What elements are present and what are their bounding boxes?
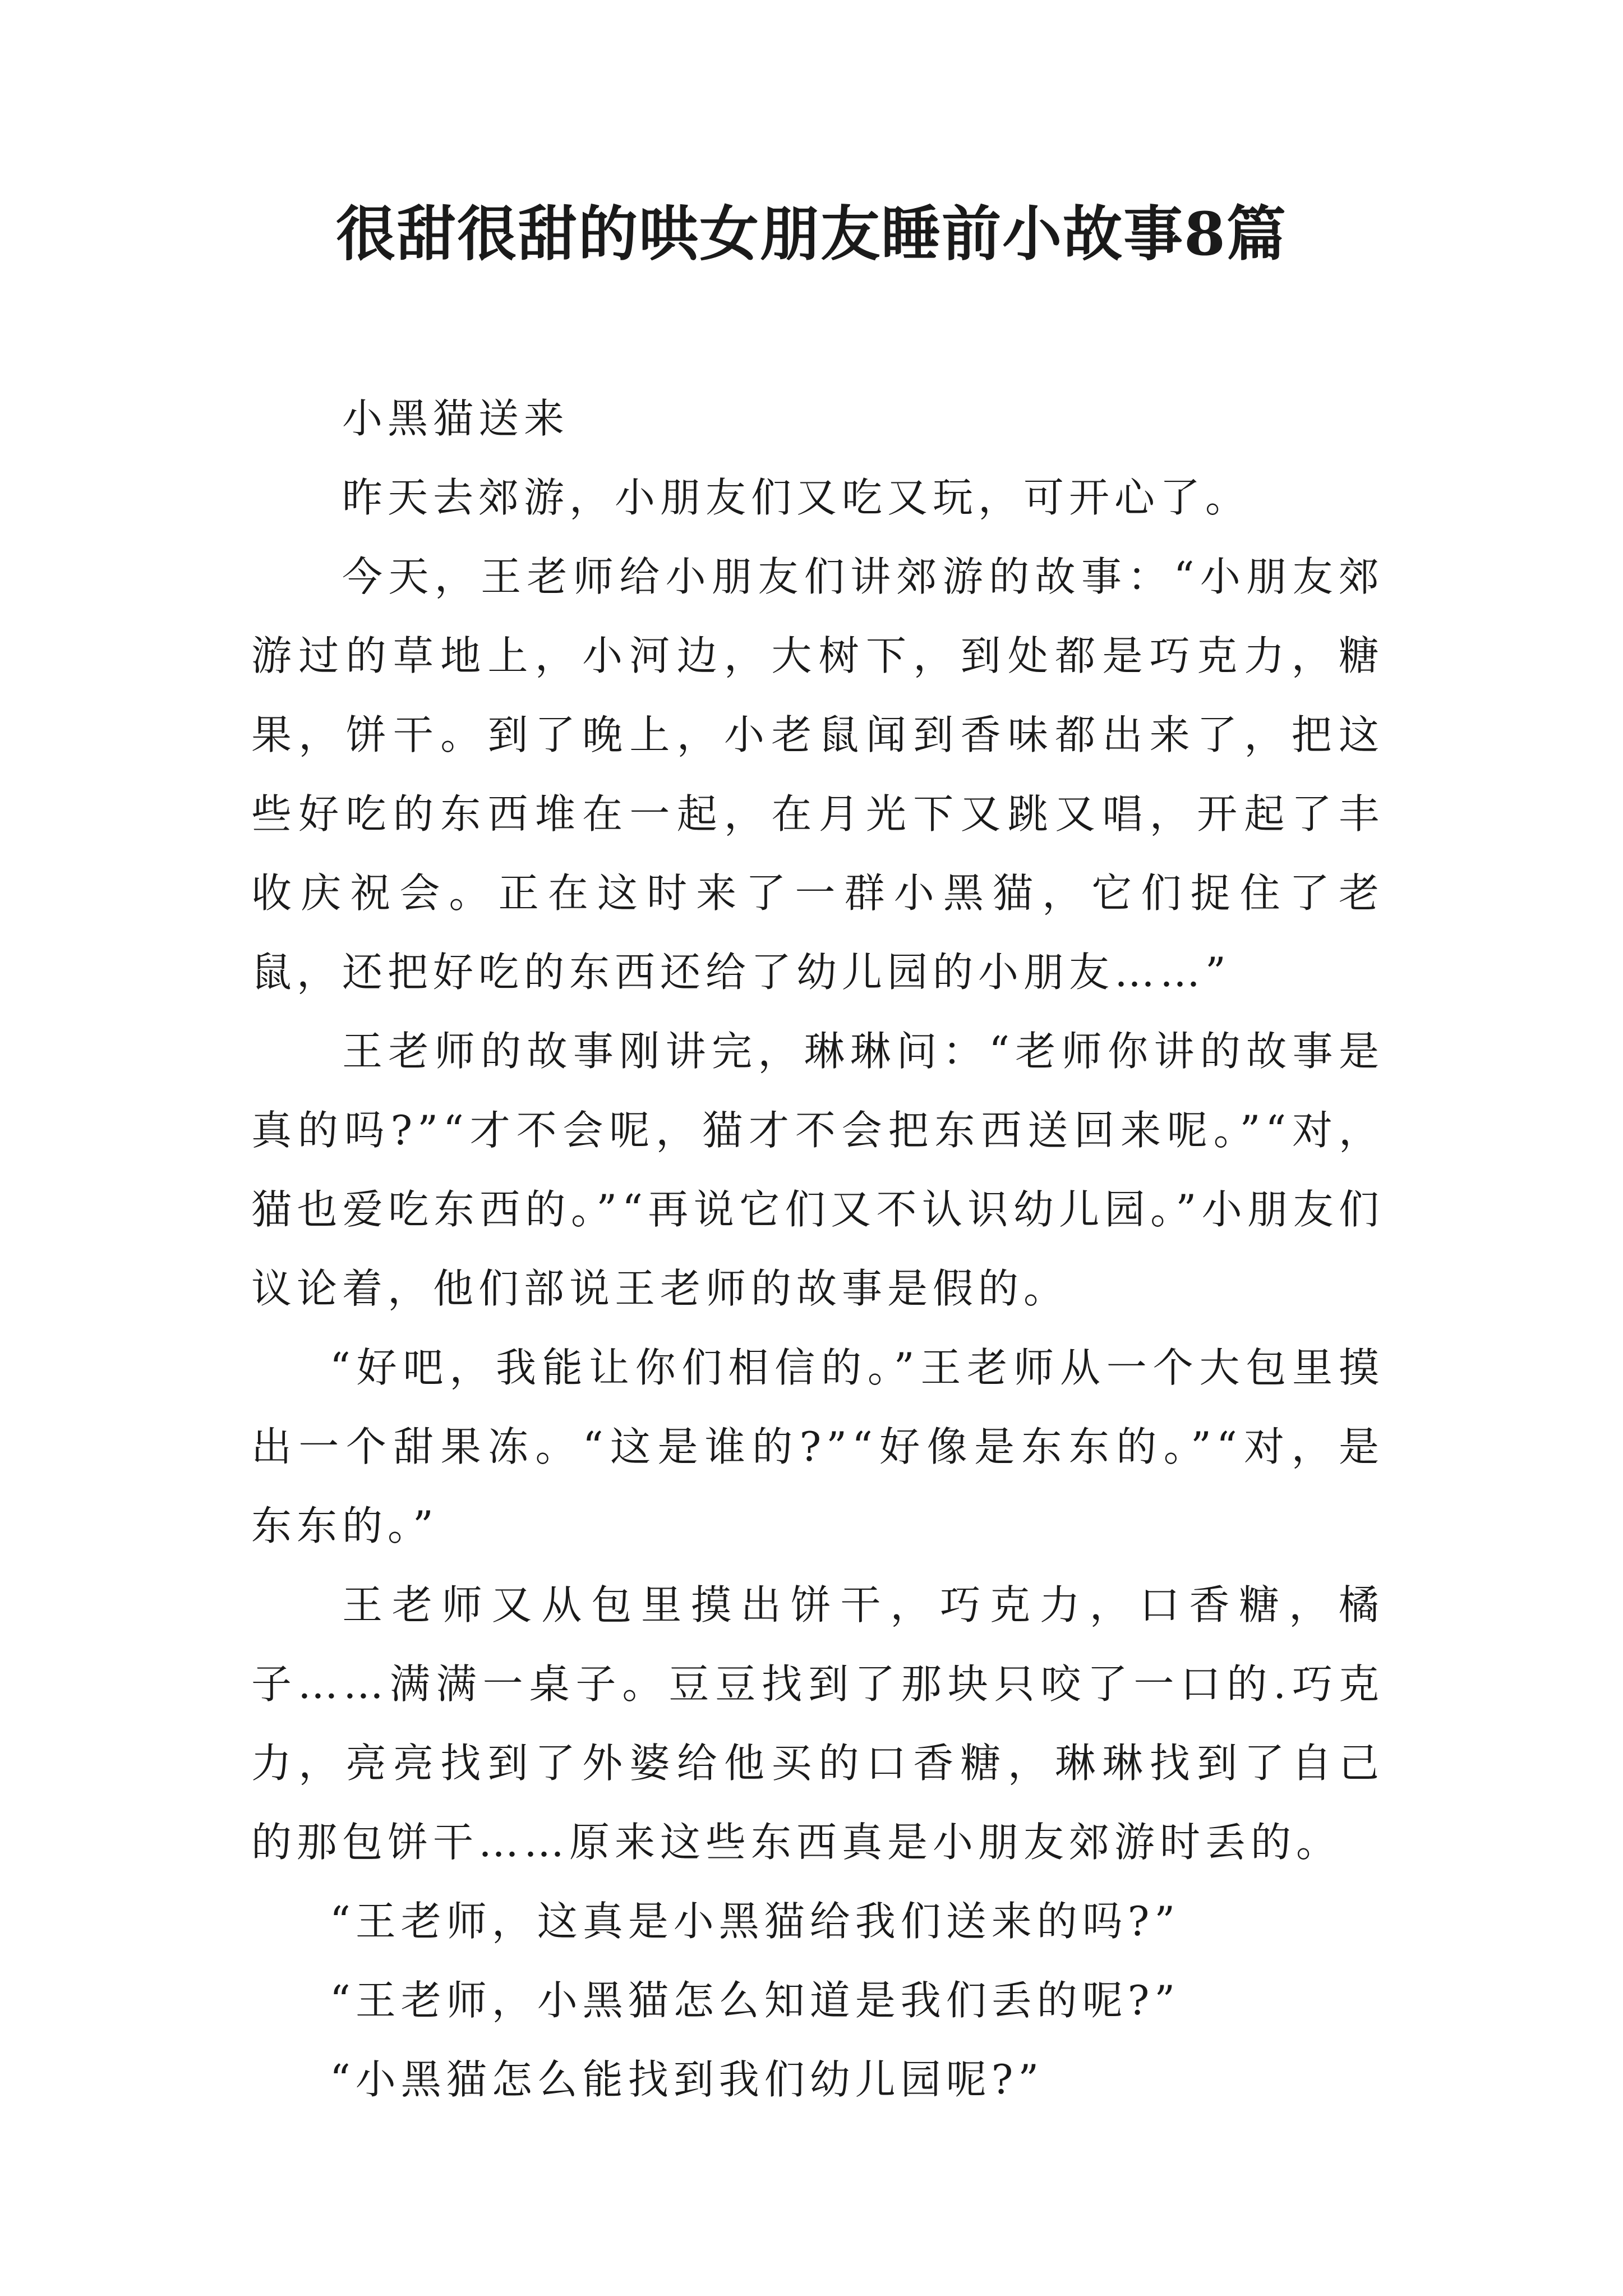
story-subtitle: 小黑猫送来 xyxy=(342,395,570,442)
paragraph: 王老师又从包里摸出饼干，巧克力，口香糖，橘子……满满一桌子。豆豆找到了那块只咬了一口的.巧克力，亮亮找到了外婆给他买的口香糖，琳琳找到了自己的那包饼干……原来这些东西真是小朋友郊游时丢的。 xyxy=(251,1581,1384,1866)
paragraph: 王老师的故事刚讲完，琳琳问：“老师你讲的故事是真的吗?”“才不会呢，猫才不会把东西送回来呢。”“对，猫也爱吃东西的。”“再说它们又不认识幼儿园。”小朋友们议论着，他们部说王老师的故事是假的。 xyxy=(251,1028,1384,1312)
document-body xyxy=(251,379,1384,2119)
paragraph: 昨天去郊游，小朋友们又吃又玩，可开心了。 xyxy=(342,474,1251,521)
paragraph: 今天，王老师给小朋友们讲郊游的故事：“小朋友郊游过的草地上，小河边，大树下，到处都是巧克力，糖果，饼干。到了晚上，小老鼠闻到香味都出来了，把这些好吃的东西堆在一起，在月光下又跳又唱，开起了丰收庆祝会。正在这时来了一群小黑猫，它们捉住了老鼠，还把好吃的东西还给了幼儿园的小朋友……” xyxy=(251,553,1384,996)
paragraph: “好吧，我能让你们相信的。”王老师从一个大包里摸出一个甜果冻。“这是谁的?”“好像是东东的。”“对，是东东的。” xyxy=(251,1344,1384,1549)
paragraph: “王老师，小黑猫怎么知道是我们丢的呢?” xyxy=(330,1977,1181,2024)
paragraph: “小黑猫怎么能找到我们幼儿园呢?” xyxy=(330,2056,1044,2103)
document-title: 很甜很甜的哄女朋友睡前小故事8篇 xyxy=(336,199,1287,269)
paragraph: “王老师，这真是小黑猫给我们送来的吗?” xyxy=(330,1898,1181,1945)
